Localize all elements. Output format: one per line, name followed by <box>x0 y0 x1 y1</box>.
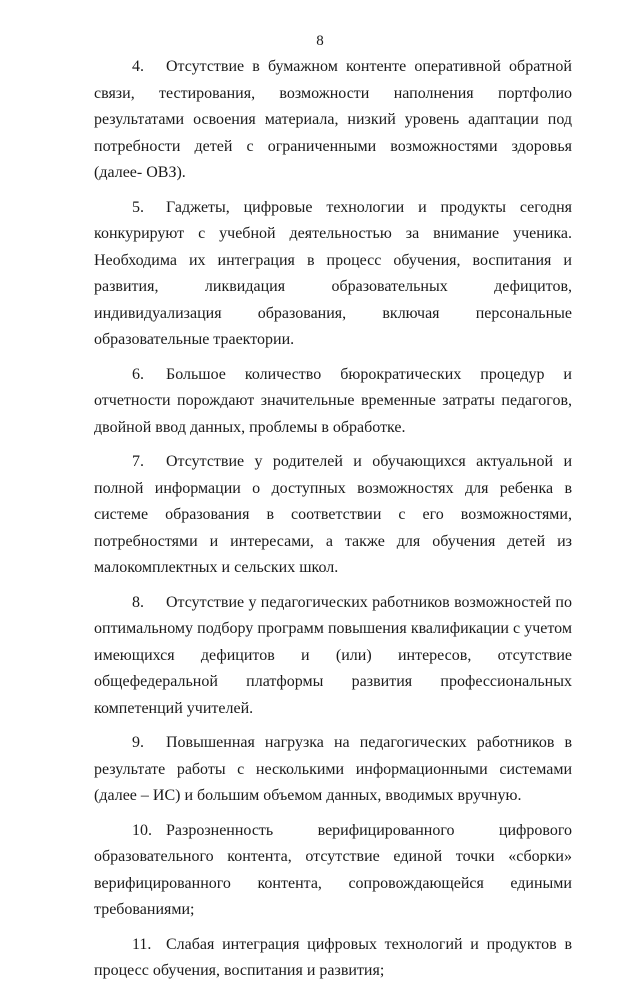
list-item-11 <box>94 932 572 985</box>
item-text: Повышенная нагрузка на педагогических работников в результате работы с несколькими информационными системами (далее – ИС) и большим объемом данных, вводимых вручную. <box>94 734 572 804</box>
item-number: 4. <box>132 58 144 75</box>
list-item-10 <box>94 818 572 924</box>
list-item-9 <box>94 730 572 810</box>
item-number: 8. <box>132 593 144 611</box>
item-text: Отсутствие в бумажном контенте оперативной обратной связи, тестирования, возможности наполнения портфолио результатами освоения материала, низкий уровень адаптации под потребности детей с ограниченными возможностями здоровья (далее- ОВЗ). <box>94 58 572 181</box>
item-number: 10. <box>132 821 152 839</box>
item-text: Гаджеты, цифровые технологии и продукты сегодня конкурируют с учебной деятельностью за внимание ученика. Необходима их интеграция в процесс обучения, воспитания и развития, ликвидация образовательных дефицитов, индивидуализация образования, включая персональные образовательные траектории. <box>94 198 572 348</box>
list-item-7 <box>94 449 572 582</box>
item-text: Отсутствие у родителей и обучающихся актуальной и полной информации о доступных возможностях для ребенка в системе образования в соответствии с его возможностями, потребностями и интересами, а также для обучения детей из малокомплектных и сельских школ. <box>94 453 572 576</box>
item-number: 11. <box>132 935 152 953</box>
item-number: 9. <box>132 734 144 751</box>
page-number: 8 <box>316 33 324 49</box>
item-text: Отсутствие у педагогических работников возможностей по оптимальному подбору программ повышения квалификации с учетом имеющихся дефицитов и (или) интересов, отсутствие общефедеральной платформы развития профессиональных компетенций учителей. <box>94 593 572 717</box>
item-text: Разрозненность верифицированного цифрового образовательного контента, отсутствие единой точки «сборки» верифицированного контента, сопровождающейся едиными требованиями; <box>94 821 572 918</box>
list-item-4 <box>94 54 572 187</box>
item-number: 6. <box>132 365 144 383</box>
item-number: 7. <box>132 453 144 470</box>
item-number: 5. <box>132 198 144 216</box>
list-item-6 <box>94 362 572 442</box>
list-item-5 <box>94 195 572 354</box>
document-body <box>94 54 572 993</box>
item-text: Большое количество бюрократических процедур и отчетности порождают значительные временные затраты педагогов, двойной ввод данных, проблемы в обработке. <box>94 365 572 436</box>
list-item-8 <box>94 590 572 723</box>
item-text: Слабая интеграция цифровых технологий и продуктов в процесс обучения, воспитания и развития; <box>94 935 572 979</box>
